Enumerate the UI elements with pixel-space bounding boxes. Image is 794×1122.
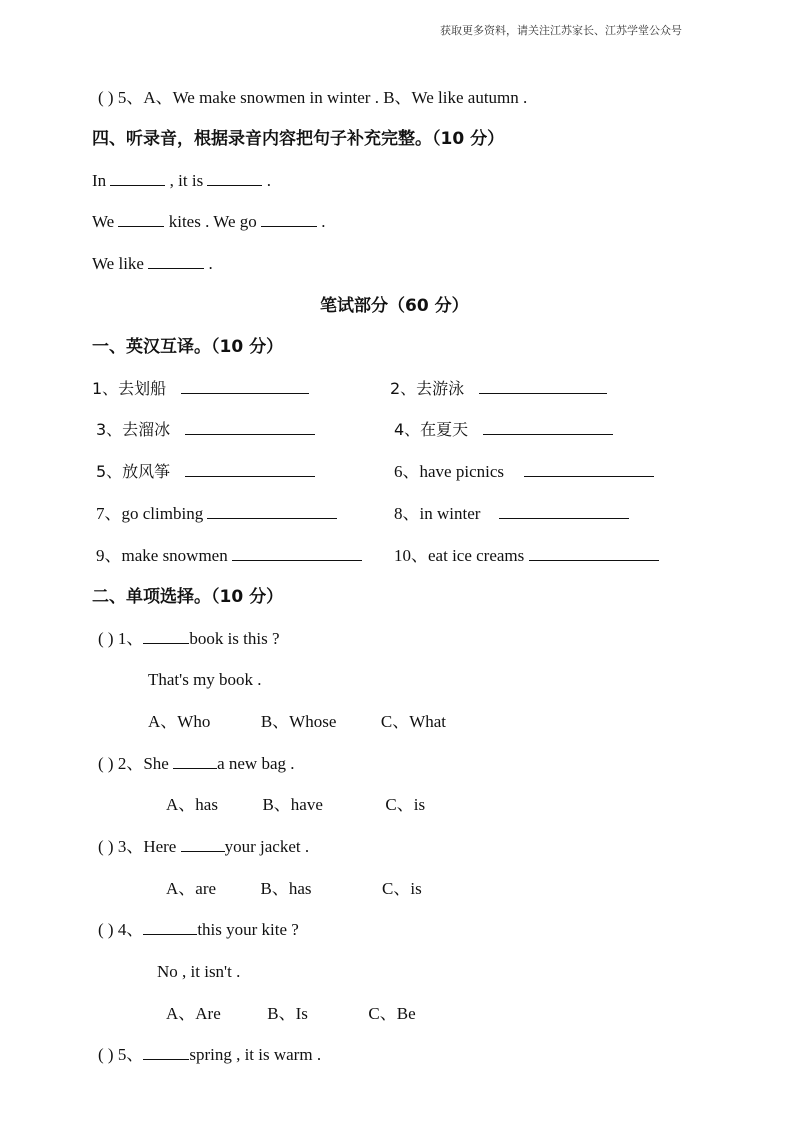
option-b[interactable]: B、have	[262, 795, 323, 814]
translate-item-10: 10、eat ice creams	[394, 546, 659, 566]
answer-blank[interactable]	[148, 254, 204, 269]
choice-question-3: ( ) 3、Here your jacket .	[98, 837, 310, 856]
answer-paren[interactable]: ( )	[98, 629, 114, 648]
answer-blank[interactable]	[181, 379, 309, 394]
answer-paren[interactable]: ( )	[98, 837, 114, 856]
answer-blank[interactable]	[479, 379, 607, 394]
option-b[interactable]: B、has	[260, 879, 312, 898]
option-a[interactable]: A、Who	[148, 712, 211, 731]
answer-blank[interactable]	[173, 754, 217, 769]
answer-blank[interactable]	[207, 171, 262, 186]
translate-item-6: 6、have picnics	[394, 462, 654, 482]
option-a[interactable]: A、Are	[166, 1004, 221, 1023]
answer-blank[interactable]	[207, 504, 337, 519]
question-4-options	[166, 1004, 416, 1024]
answer-paren[interactable]: ( )	[98, 1045, 114, 1064]
choice-question-1: ( ) 1、 book is this ?	[98, 629, 280, 648]
answer-blank[interactable]	[110, 171, 165, 186]
answer-blank[interactable]	[143, 629, 189, 644]
translate-item-3: 3、去溜冰	[96, 420, 315, 440]
option-c[interactable]: C、Be	[368, 1004, 416, 1023]
answer-blank[interactable]	[185, 462, 315, 477]
answer-blank[interactable]	[181, 837, 225, 852]
question-3-options	[166, 879, 422, 899]
choice-question-2: ( ) 2、She a new bag .	[98, 754, 295, 773]
option-b[interactable]: B、Is	[267, 1004, 308, 1023]
answer-blank[interactable]	[118, 212, 164, 227]
answer-paren: ( )	[98, 88, 114, 107]
option-a[interactable]: A、has	[166, 795, 218, 814]
answer-blank[interactable]	[185, 420, 315, 435]
translate-item-8: 8、in winter	[394, 504, 629, 524]
question-1-options	[148, 712, 446, 732]
section-1-title: 一、英汉互译。（10 分）	[92, 337, 284, 357]
answer-blank[interactable]	[499, 504, 629, 519]
answer-blank[interactable]	[483, 420, 613, 435]
choice-question-5: ( ) 5、 spring , it is warm .	[98, 1045, 322, 1064]
answer-blank[interactable]	[529, 546, 659, 561]
answer-blank[interactable]	[232, 546, 362, 561]
written-part-title: 笔试部分（60 分）	[320, 296, 469, 316]
answer-blank[interactable]	[143, 920, 197, 935]
page-header-note: 获取更多资料，请关注江苏家长、江苏学堂公众号	[440, 24, 682, 37]
choice-question-4: ( ) 4、 this your kite ?	[98, 920, 299, 939]
option-c[interactable]: C、is	[385, 795, 426, 814]
answer-blank[interactable]	[143, 1045, 189, 1060]
question-text: 5、A、We make snowmen in winter . B、We like autumn .	[117, 88, 528, 107]
option-b[interactable]: B、Whose	[260, 712, 337, 731]
fill-sentence-3: We like .	[92, 254, 213, 273]
answer-paren[interactable]: ( )	[98, 754, 114, 773]
question-1-reply: That's my book .	[148, 670, 262, 689]
question-4-reply: No , it isn't .	[157, 962, 241, 981]
translate-item-7: 7、go climbing	[96, 504, 337, 524]
answer-blank[interactable]	[261, 212, 317, 227]
translate-item-2: 2、去游泳	[390, 379, 607, 399]
option-c[interactable]: C、is	[382, 879, 422, 898]
translate-item-9: 9、make snowmen	[96, 546, 362, 566]
translate-item-1: 1、去划船	[92, 379, 309, 399]
question-2-options	[166, 795, 425, 815]
fill-sentence-1: In , it is .	[92, 171, 271, 190]
fill-sentence-2: We kites . We go .	[92, 212, 326, 231]
option-a[interactable]: A、are	[166, 879, 217, 898]
translate-item-5: 5、放风筝	[96, 462, 315, 482]
option-c[interactable]: C、What	[380, 712, 447, 731]
listening-question-5	[98, 88, 527, 108]
section-2-title: 二、单项选择。（10 分）	[92, 587, 284, 607]
answer-paren[interactable]: ( )	[98, 920, 114, 939]
answer-blank[interactable]	[524, 462, 654, 477]
translate-item-4: 4、在夏天	[394, 420, 613, 440]
section-4-title: 四、听录音，根据录音内容把句子补充完整。（10 分）	[92, 129, 505, 149]
